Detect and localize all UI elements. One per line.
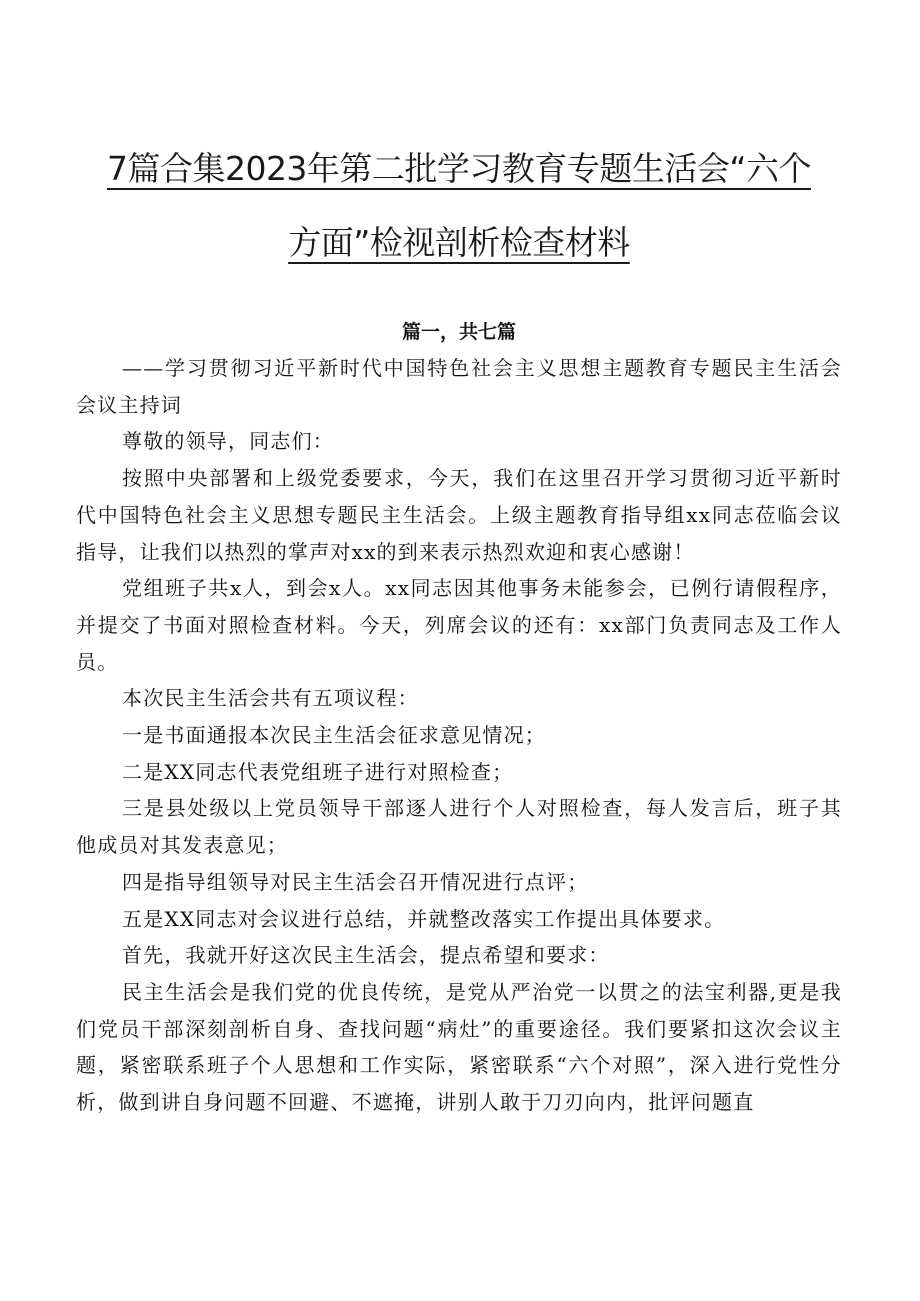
agenda-item: 三是县处级以上党员领导干部逐人进行个人对照检查，每人发言后，班子其他成员对其发表意见； bbox=[76, 796, 842, 858]
section-heading: 篇一，共七篇 bbox=[401, 321, 516, 343]
paragraph: 民主生活会是我们党的优良传统，是党从严治党一以贯之的法宝利器,更是我们党员干部深刻剖析自身、查找问题“病灶”的重要途径。我们要紧扣这次会议主题，紧密联系班子个人思想和工作实际，紧密联系“六个对照”，深入进行党性分析，做到讲自身问题不回避、不遮掩，讲别人敢于刀刃向内，批评问题直 bbox=[76, 979, 842, 1115]
paragraph: 首先，我就开好这次民主生活会，提点希望和要求： bbox=[122, 943, 610, 968]
document-title-line-2: 方面”检视剖析检查材料 bbox=[288, 223, 630, 262]
document-body bbox=[76, 350, 842, 1121]
agenda-item: 二是XX同志代表党组班子进行对照检查； bbox=[122, 759, 514, 784]
paragraph-greeting: 尊敬的领导，同志们： bbox=[122, 429, 334, 454]
paragraph: 本次民主生活会共有五项议程： bbox=[122, 686, 419, 711]
paragraph: 党组班子共x人，到会x人。xx同志因其他事务未能参会，已例行请假程序，并提交了书面对照检查材料。今天，列席会议的还有：xx部门负责同志及工作人员。 bbox=[76, 576, 842, 674]
agenda-item: 一是书面通报本次民主生活会征求意见情况； bbox=[122, 723, 546, 748]
document-title-line-1: 7篇合集2023年第二批学习教育专题生活会“六个 bbox=[106, 149, 812, 188]
paragraph: 按照中央部署和上级党委要求，今天，我们在这里召开学习贯彻习近平新时代中国特色社会主义思想专题民主生活会。上级主题教育指导组xx同志莅临会议指导，让我们以热烈的掌声对xx的到来表示热烈欢迎和衷心感谢！ bbox=[76, 466, 842, 564]
document-title bbox=[76, 132, 842, 280]
agenda-item: 四是指导组领导对民主生活会召开情况进行点评； bbox=[122, 869, 589, 894]
paragraph-subtitle: ——学习贯彻习近平新时代中国特色社会主义思想主题教育专题民主生活会会议主持词 bbox=[76, 356, 842, 417]
agenda-item: 五是XX同志对会议进行总结，并就整改落实工作提出具体要求。 bbox=[122, 906, 726, 931]
